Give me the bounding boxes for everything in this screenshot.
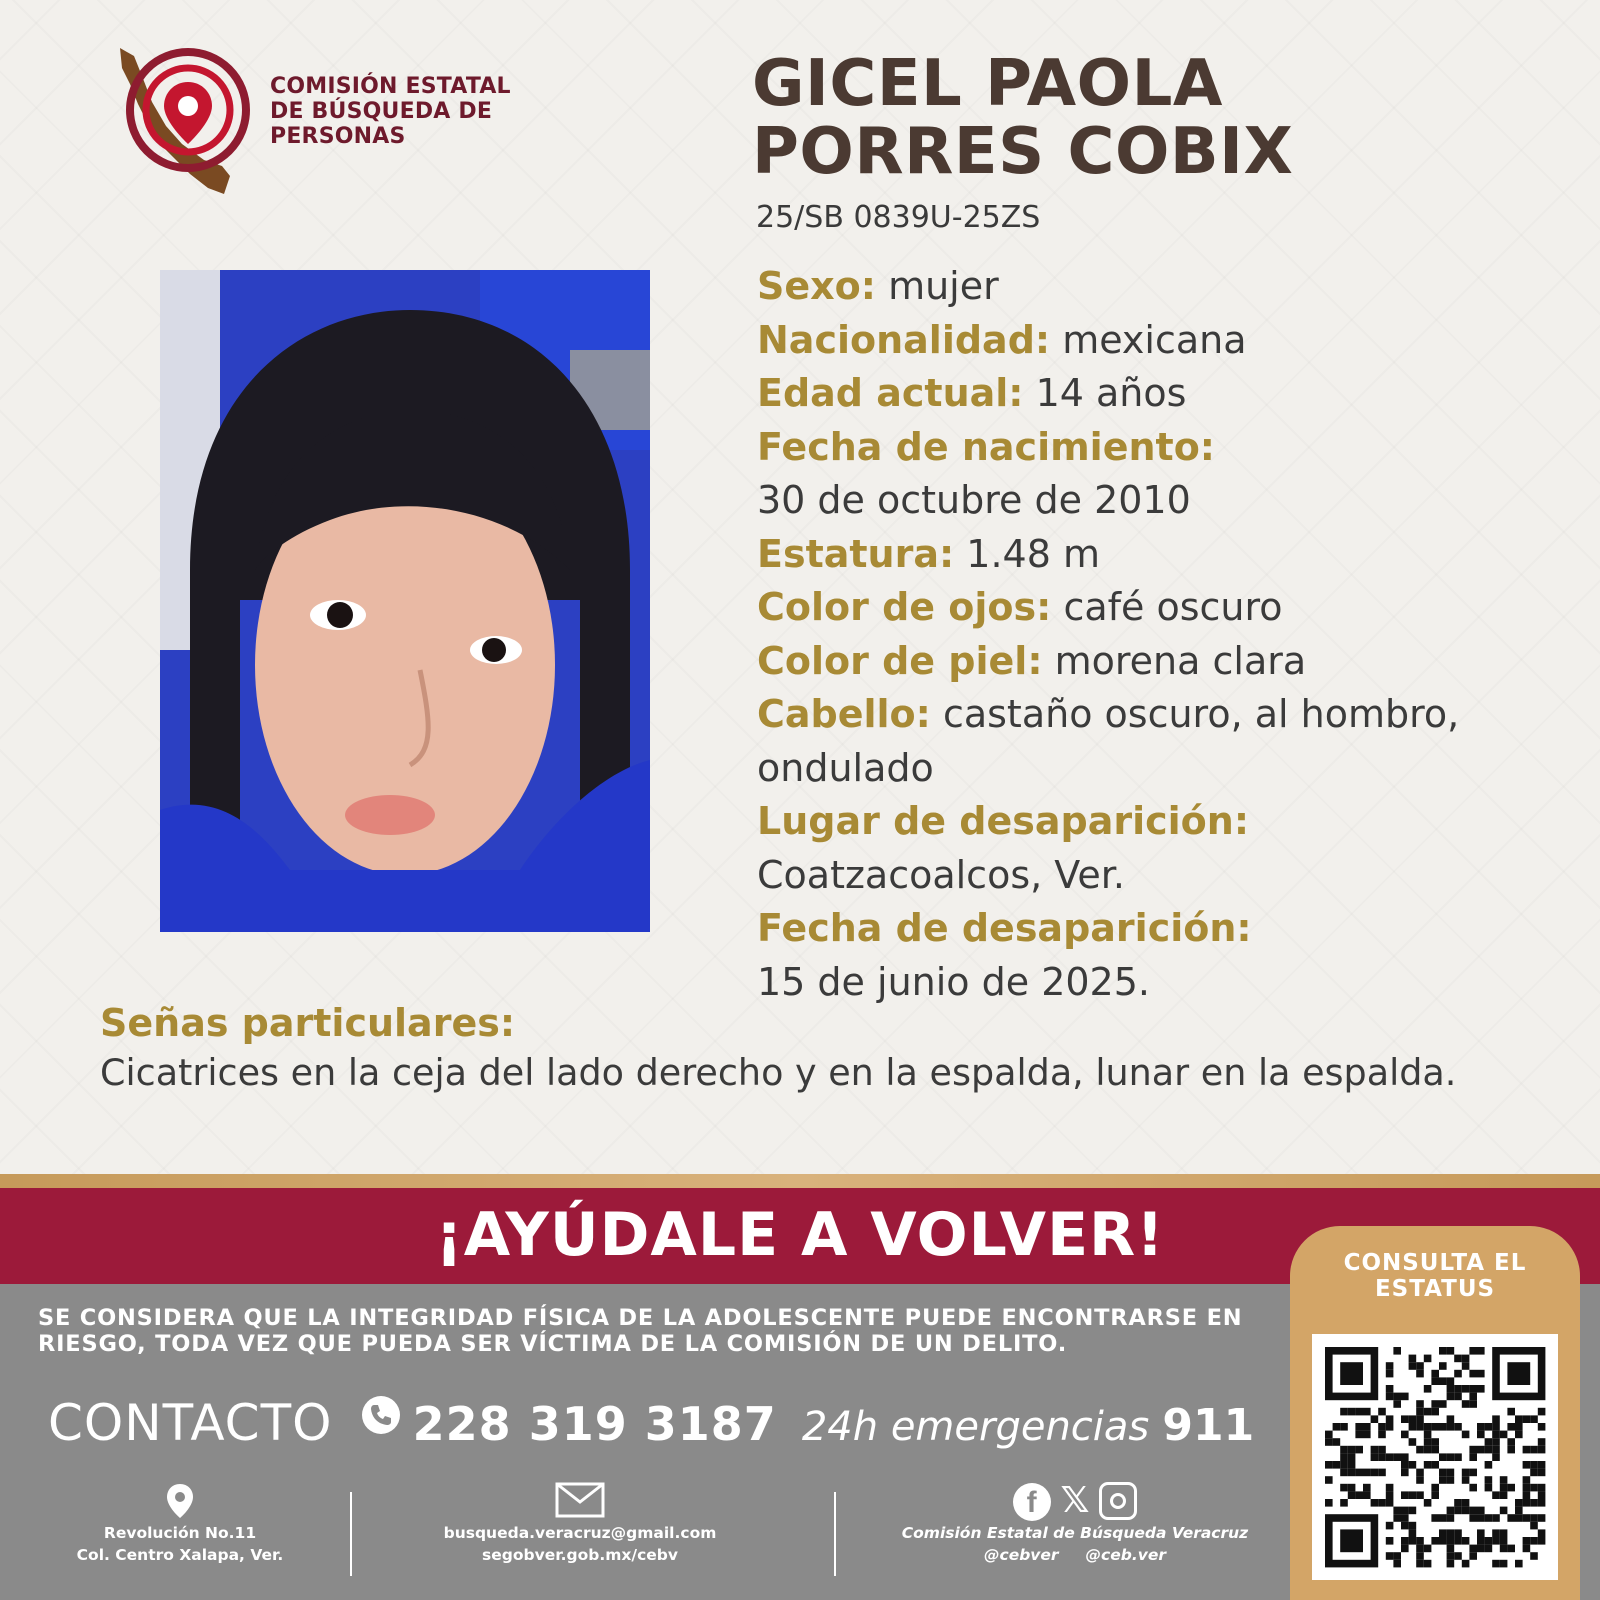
detail-row: [757, 635, 1577, 689]
contact-line: [48, 1394, 1288, 1452]
organization-name: [270, 74, 570, 149]
facebook-icon[interactable]: f: [1013, 1483, 1051, 1521]
address-line: Col. Centro Xalapa, Ver.: [76, 1546, 284, 1564]
detail-value: mujer: [888, 264, 999, 308]
contact-label: CONTACTO: [48, 1394, 333, 1452]
senas-value: Cicatrices en la ceja del lado derecho y en la espalda, lunar en la espalda.: [100, 1051, 1457, 1094]
detail-row: [757, 688, 1577, 742]
detail-row: [757, 742, 1577, 796]
detail-label: Estatura:: [757, 531, 955, 576]
detail-value: ondulado: [757, 745, 934, 790]
detail-value: 14 años: [1035, 371, 1187, 415]
risk-warning: [38, 1305, 1288, 1357]
folio-number: 25/SB 0839U-25ZS: [756, 200, 1041, 235]
email-link[interactable]: busqueda.veracruz@gmail.com: [443, 1524, 717, 1542]
senas-label: Señas particulares:: [100, 1001, 516, 1045]
person-details: [757, 260, 1577, 1009]
emergency-text: 24h emergencias: [801, 1404, 1150, 1450]
detail-row: [757, 421, 1577, 475]
detail-value: castaño oscuro, al hombro,: [942, 692, 1460, 736]
distinguishing-marks: [100, 998, 1580, 1098]
person-photo: [160, 270, 650, 932]
footer-social: [880, 1482, 1270, 1566]
detail-label: Fecha de nacimiento:: [757, 424, 1216, 469]
org-line: DE BÚSQUEDA DE: [270, 99, 493, 124]
name-line: GICEL PAOLA: [752, 47, 1223, 121]
phone-icon: [362, 1396, 400, 1434]
footer-contact-web: [420, 1482, 740, 1566]
x-icon[interactable]: 𝕏: [1060, 1480, 1090, 1521]
warning-line: RIESGO, TODA VEZ QUE PUEDA SER VÍCTIMA DE LA COMISIÓN DE UN DELITO.: [38, 1331, 1068, 1357]
detail-label: Edad actual:: [757, 371, 1024, 415]
status-line: CONSULTA EL: [1343, 1250, 1527, 1276]
detail-row: [757, 474, 1577, 528]
detail-row: [757, 528, 1577, 582]
name-line: PORRES COBIX: [752, 115, 1294, 189]
location-pin-icon: [70, 1482, 290, 1522]
person-name: [752, 47, 1552, 189]
warning-line: SE CONSIDERA QUE LA INTEGRIDAD FÍSICA DE LA ADOLESCENTE PUEDE ENCONTRARSE EN: [38, 1305, 1243, 1331]
footer-divider: [834, 1492, 836, 1576]
org-line: PERSONAS: [270, 124, 406, 149]
detail-row: [757, 314, 1577, 368]
detail-value: 1.48 m: [966, 531, 1100, 576]
detail-label: Lugar de desaparición:: [757, 799, 1250, 843]
status-title: [1290, 1250, 1580, 1302]
footer-divider: [350, 1492, 352, 1576]
detail-value: mexicana: [1062, 317, 1247, 362]
qr-code[interactable]: [1312, 1334, 1558, 1580]
phone-number[interactable]: 228 319 3187: [412, 1397, 777, 1451]
detail-label: Sexo:: [757, 264, 876, 308]
status-line: ESTATUS: [1374, 1276, 1496, 1302]
detail-row: [757, 367, 1577, 421]
detail-value: morena clara: [1054, 638, 1307, 683]
detail-label: Color de piel:: [757, 638, 1043, 683]
detail-row: [757, 795, 1577, 849]
detail-row: [757, 849, 1577, 903]
headline: ¡AYÚDALE A VOLVER!: [435, 1200, 1165, 1270]
detail-label: Color de ojos:: [757, 585, 1052, 629]
detail-value: Coatzacoalcos, Ver.: [757, 852, 1125, 897]
mail-icon: [420, 1482, 740, 1522]
organization-logo: [112, 46, 262, 200]
detail-row: [757, 581, 1577, 635]
detail-value: café oscuro: [1063, 585, 1283, 629]
detail-label: Nacionalidad:: [757, 317, 1051, 362]
detail-value: 15 de junio de 2025.: [757, 959, 1150, 1004]
detail-value: 30 de octubre de 2010: [757, 478, 1191, 522]
org-line: COMISIÓN ESTATAL: [270, 74, 511, 99]
detail-label: Fecha de desaparición:: [757, 906, 1252, 950]
social-icons: [880, 1482, 1270, 1522]
social-handles[interactable]: @cebver @ceb.ver: [984, 1546, 1166, 1564]
social-name: Comisión Estatal de Búsqueda Veracruz: [901, 1524, 1249, 1542]
detail-label: Cabello:: [757, 692, 931, 736]
detail-row: [757, 902, 1577, 956]
instagram-icon[interactable]: [1099, 1482, 1137, 1520]
website-link[interactable]: segobver.gob.mx/cebv: [482, 1546, 678, 1564]
address-line: Revolución No.11: [103, 1524, 257, 1542]
emergency-number[interactable]: 911: [1162, 1400, 1255, 1451]
footer-address: [70, 1482, 290, 1566]
gold-divider: [0, 1174, 1600, 1188]
detail-row: [757, 260, 1577, 314]
